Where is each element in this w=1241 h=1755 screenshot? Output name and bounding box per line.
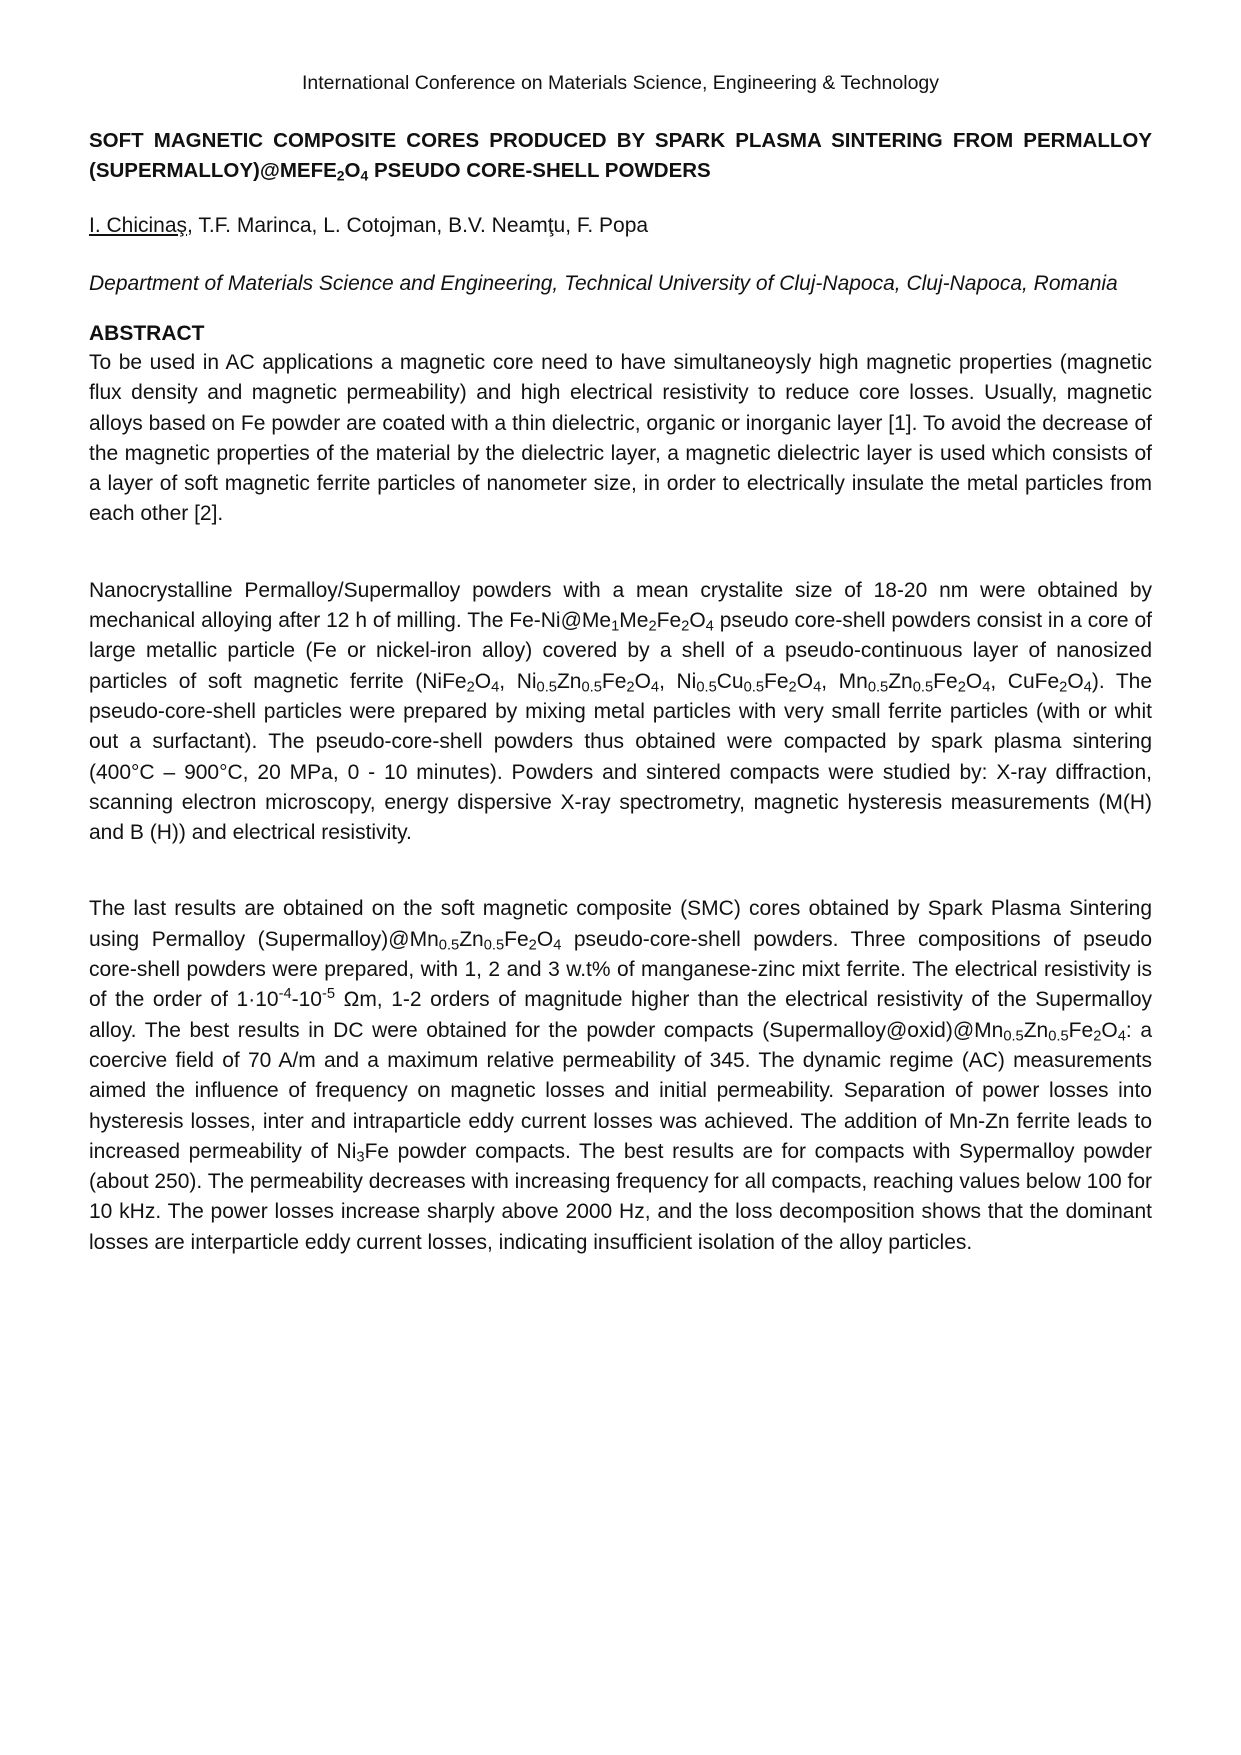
subscript-text: 0.5 [912, 679, 934, 696]
paragraph-text: Fe [656, 609, 682, 633]
subscript-text: 4 [650, 679, 660, 696]
author-list [89, 212, 1152, 240]
subscript-text: 4 [1117, 1028, 1126, 1045]
presenting-author: I. Chicinaş [89, 214, 188, 237]
paragraph-text: , Ni [499, 669, 537, 693]
paragraph-text: Zn [888, 669, 913, 693]
superscript-text: -5 [321, 986, 336, 1003]
abstract-paragraph-2 [89, 576, 1152, 849]
paragraph-text: O [965, 669, 983, 693]
abstract-paragraph-3 [89, 894, 1152, 1258]
paragraph-text: Zn [459, 927, 484, 951]
paper-title [89, 126, 1152, 186]
title-text: O [344, 159, 361, 182]
paragraph-text: O [689, 609, 706, 633]
paragraph-text: : a coercive field of 70 A/m and a maximum relative permeability of 345. The dynamic regime (AC) measurements aimed the influence of frequency on magnetic losses and initial permeability. Separation of power losses into hysteresis losses, inter and intraparticle eddy current losses was achieved. The addition of Mn-Zn ferrite leads to increased permeability of Ni [89, 1018, 1152, 1163]
paragraph-text: Nanocrystalline Permalloy/Supermalloy powders with a mean crystalite size of 18-20 nm were obtained by mechanical alloying after 12 h of milling. The Fe-Ni@Me [89, 578, 1152, 633]
subscript-text: 4 [705, 618, 714, 635]
title-text: PSEUDO CORE-SHELL POWDERS [368, 159, 711, 182]
subscript-text: 0.5 [536, 679, 557, 696]
conference-header: International Conference on Materials Science, Engineering & Technology [301, 72, 940, 94]
paragraph-text: , Mn [821, 669, 868, 693]
paragraph-text: Zn [1023, 1018, 1049, 1042]
paragraph-text: Fe [601, 669, 627, 693]
subscript-text: 2 [1059, 679, 1068, 696]
subscript-text: 1 [611, 618, 620, 635]
paragraph-text: pseudo core-shell powders consist in a core of large metallic particle (Fe or nickel-iron alloy) covered by a shell of a pseudo-continuous layer of nanosized particles of soft magnetic ferrite (NiFe [89, 609, 1152, 693]
subscript-text: 0.5 [581, 679, 602, 696]
paragraph-text: ). The pseudo-core-shell particles were prepared by mixing metal particles with very small ferrite particles (with or whit out a surfactant). The pseudo-core-shell powders thus obtained were compacted by spark plasma sintering (400°C – 900°C, 20 MPa, 0 - 10 minutes). Powders and sintered compacts were studied by: X-ray diffraction, scanning electron microscopy, energy dispersive X-ray spectrometry, magnetic hysteresis measurements (M(H) and B (H)) and electrical resistivity. [89, 669, 1153, 845]
paragraph-text: Zn [556, 669, 582, 693]
paper-page [89, 70, 1152, 1258]
paragraph-text: Fe [504, 927, 529, 951]
subscript-text: 0.5 [1048, 1028, 1069, 1045]
paragraph-text: O [1101, 1018, 1118, 1042]
title-subscript: 2 [336, 167, 345, 184]
abstract-paragraph-1: To be used in AC applications a magnetic core need to have simultaneoysly high magnetic properties (magnetic flux density and magnetic permeability) and high electrical resistivity to reduce core losses. Usually, magnetic alloys based on Fe powder are coated with a thin dielectric, organic or inorganic layer [1]. To avoid the decrease of the magnetic properties of the material by the dielectric layer, a magnetic dielectric layer is used which consists of a layer of soft magnetic ferrite particles of nanometer size, in order to electrically insulate the metal particles from each other [2]. [89, 351, 1152, 526]
paragraph-text: -10 [291, 988, 322, 1012]
paragraph-text: O [474, 669, 492, 693]
abstract-heading: ABSTRACT [89, 322, 205, 345]
paragraph-text: Cu [716, 669, 744, 693]
superscript-text: -4 [278, 986, 292, 1003]
subscript-text: 4 [813, 679, 822, 696]
paragraph-text: O [796, 669, 814, 693]
subscript-text: 4 [491, 679, 500, 696]
paragraph-text: Me [619, 609, 649, 633]
subscript-text: 0.5 [438, 937, 460, 954]
subscript-text: 0.5 [743, 679, 765, 696]
title-text: SOFT MAGNETIC COMPOSITE CORES PRODUCED BY SPARK PLASMA SINTERING FROM PERMALLOY (SUPERMALLOY)@MEFE [89, 129, 1152, 182]
paragraph-text: O [634, 669, 651, 693]
subscript-text: 2 [1093, 1028, 1102, 1045]
paragraph-text: O [536, 927, 554, 951]
subscript-text: 2 [626, 679, 635, 696]
paragraph-text: The last results are obtained on the soft magnetic composite (SMC) cores obtained by Spark Plasma Sintering using Permalloy (Supermalloy)@Mn [89, 897, 1152, 951]
subscript-text: 4 [982, 679, 991, 696]
affiliation: Department of Materials Science and Engineering, Technical University of Cluj-Napoca, Cluj-Napoca, Romania [89, 272, 1118, 295]
subscript-text: 2 [788, 679, 797, 696]
subscript-text: 4 [553, 937, 562, 954]
subscript-text: 4 [1083, 679, 1092, 696]
paragraph-text: Fe [933, 669, 958, 693]
subscript-text: 0.5 [1003, 1028, 1024, 1045]
paragraph-text: O [1067, 669, 1084, 693]
paragraph-text: Ωm, 1-2 orders of magnitude higher than the electrical resistivity of the Supermalloy alloy. The best results in DC were obtained for the powder compacts (Supermalloy@oxid)@Mn [89, 988, 1152, 1042]
subscript-text: 0.5 [696, 679, 717, 696]
paragraph-text: Fe powder compacts. The best results are for compacts with Sypermalloy powder (about 250). The permeability decreases with increasing frequency for all compacts, reaching values below 100 for 10 kHz. The power losses increase sharply above 2000 Hz, and the loss decomposition shows that the dominant losses are interparticle eddy current losses, indicating insufficient isolation of the alloy particles. [89, 1139, 1153, 1254]
subscript-text: 0.5 [483, 937, 505, 954]
paragraph-text: , CuFe [990, 669, 1060, 693]
paragraph-text: Fe [1068, 1018, 1094, 1042]
subscript-text: 2 [466, 679, 475, 696]
paragraph-text: pseudo-core-shell powders. Three compositions of pseudo core-shell powders were prepared, with 1, 2 and 3 w.t% of manganese-zinc mixt ferrite. The electrical resistivity is of the order of 1·10 [89, 927, 1152, 1012]
co-authors: , T.F. Marinca, L. Cotojman, B.V. Neamţu, F. Popa [187, 214, 649, 237]
subscript-text: 2 [957, 679, 966, 696]
subscript-text: 3 [356, 1149, 365, 1166]
subscript-text: 0.5 [867, 679, 889, 696]
subscript-text: 2 [648, 618, 657, 635]
paragraph-text: , Ni [659, 669, 697, 693]
subscript-text: 2 [681, 618, 690, 635]
paragraph-text: Fe [764, 669, 789, 693]
subscript-text: 2 [528, 937, 537, 954]
title-subscript: 4 [360, 167, 369, 184]
